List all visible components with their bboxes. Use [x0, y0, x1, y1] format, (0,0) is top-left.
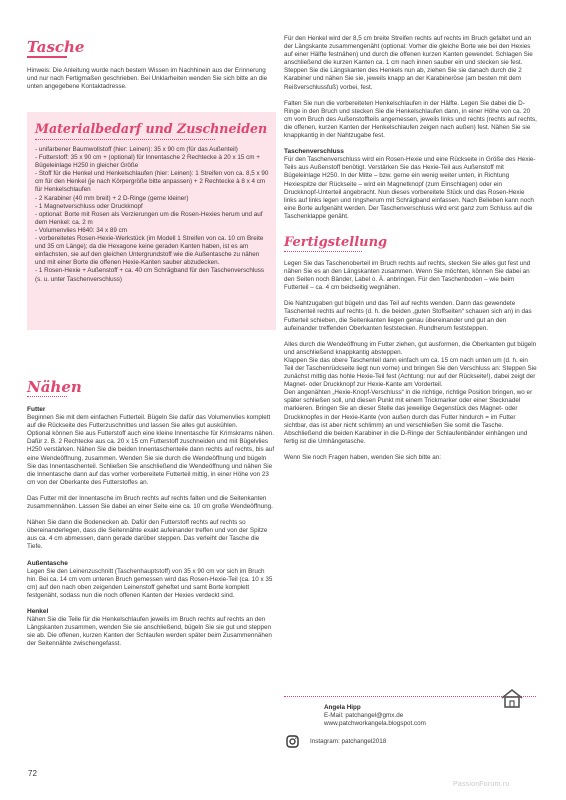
paragraph: Das Futter mit der Innentasche im Bruch rechts auf rechts falten und die Seitenkanten zusammennähen. Lassen Sie dabei an einer Seite eine ca. 10 cm große Wendeöffnung. [27, 494, 273, 511]
list-item: - Stoff für die Henkel und Henkelschlaufen (hier: Leinen): 1 Streifen von ca. 8,5 x 90 cm für den Henkel (je nach Körpergröße bitte anpassen) + 2 Rechtecke à 8 x 4 cm für Henkelschlaufen [35, 170, 269, 194]
instagram-handle[interactable]: Instagram: patchangel2018 [310, 738, 387, 745]
subheading-henkel: Henkel [27, 607, 49, 615]
paragraph: Klappen Sie das obere Taschenteil dann einfach um ca. 15 cm nach unten um (d. h. ein Teil der Taschenrückseite liegt nun vorne) und bringen Sie den Verschluss an: Steppen Sie zunächst mittig das hohle Hexie-Teil fest (Achtung: nur auf der Rückseite!), dabei zeigt der Magnet- oder Druckknopf zur Hexie-Kante am Vorderteil. [284, 356, 537, 389]
page-number: 72 [28, 769, 37, 778]
subheading-aussentasche: Außentasche [27, 559, 68, 567]
paragraph: Optional können Sie aus Futterstoff auch eine kleine Innentasche für Krimskrams nähen. Dafür z. B. 2 Rechtecke aus ca. 20 x 15 cm Futterstoff zuschneiden und mit Bügelvlies H250 verstärken. Nähen Sie die beiden Innentaschenteile dann rechts auf rechts, bis auf eine Wendeöffnung, zusammen. Wenden Sie sie durch die Wendeöffnung und bügeln Sie das Innentaschenteil. Schließen Sie anschließend die Wendeöffnung und nähen Sie die Innentasche dann auf das vorher vorbereitete Futterteil mittig, in einer Höhe von 23 cm von der Oberkante des Futterstoffes an. [27, 430, 275, 486]
title-underline [27, 56, 67, 58]
title-dots [35, 139, 215, 140]
contact-name: Angela Hipp [324, 704, 361, 711]
paragraph: Nähen Sie die Teile für die Henkelschlaufen jeweils im Bruch rechts auf rechts an den Längskanten zusammen, wenden Sie sie anschließend, bügeln Sie sie gut und steppen sie ab. Die offenen, kurzen Kanten der Schlaufen werden später beim Zusammennähen der Seitennähte zwischengefasst. [27, 616, 272, 648]
list-item: - optional: Borte mit Rosen als Verzierungen um die Rosen-Hexies herum und auf dem Henkel: ca. 2 m [35, 210, 263, 226]
intro-block [27, 67, 276, 91]
right-column [284, 35, 537, 462]
subheading-taschenverschluss: Taschenverschluss [284, 148, 344, 156]
hint-text: Hinweis: Die Anleitung wurde nach bestem Wissen im Nachhinein aus der Erinnerung und nur nach Fertigmaßen geschrieben. Bei Unklarheiten wenden Sie sich bitte an die unten angegebene Kontaktadresse. [27, 67, 268, 91]
contact-email[interactable]: E-Mail: patchangel@gmx.de [324, 712, 404, 720]
list-item: - 2 Karabiner (40 mm breit) + 2 D-Ringe (gerne kleiner) [35, 194, 189, 202]
paragraph: Nähen Sie dann die Bodenecken ab. Dafür den Futterstoff rechts auf rechts so übereinanderlegen, dass die Seitennähte exakt aufeinander treffen und von der Spitze aus ca. 4 cm abmessen, dann gerade darüber steppen. Das verleiht der Tasche die Tiefe. [27, 519, 268, 551]
contact-divider [284, 696, 536, 697]
paragraph: Für den Henkel wird der 8,5 cm breite Streifen rechts auf rechts im Bruch gefaltet und an der Längskante zusammengenäht (optional: Vorher die gleiche Borte wie bei den Hexies auf einer Hälfte festnähen) und durch die offenen kurzen Kanten gewendet. Schlagen Sie anschließend die kurzen Kanten ca. 1 cm nach innen sauber ein und stecken sie fest. Steppen Sie die Längskanten des Henkels nun ab, ziehen Sie sie danach durch die 2 Karabiner und nähen Sie sie, jeweils knapp an der Karabineröse (am besten mit dem Reißverschlussfuß) vorbei, fest. [284, 35, 533, 91]
title-dots [27, 396, 67, 397]
paragraph: Für den Taschenverschluss wird ein Rosen-Hexie und eine Rückseite in Größe des Hexie-Teils aus Außenstoff benötigt. Verstärken Sie das Hexie-Teil aus Außenstoff mit Bügeleinlage H250. In der Mitte – bzw. gerne ein wenig weiter unten, in Richtung Hexiespitze der Rückseite – wird ein Magnetknopf (zum Einschlagen) oder ein Druckknopf-Unterteil angebracht. Nun dieses vorbereitete Stück und das Rosen-Hexie links auf links legen und ringsherum mit Schrägband einfassen. Nach Belieben kann noch eine Borte aufgenäht werden. Der Taschenverschluss wird erst ganz zum Schluss auf die Taschenklappe genäht. [284, 156, 536, 220]
section-title-tasche: Tasche [27, 38, 85, 56]
list-item: - unifarbener Baumwollstoff (hier: Leinen): 35 x 90 cm (für das Außenteil) [35, 146, 238, 153]
list-item: - Futterstoff: 35 x 90 cm + (optional) für Innentasche 2 Rechtecke à 20 x 15 cm + Bügeleinlage H250 in gleicher Größe [35, 154, 260, 170]
list-item: - vorbereitetes Rosen-Hexie-Werkstück (im Modell 1 Streifen von ca. 10 cm Breite und 35 cm Länge); da die Hexagone keine geraden Kanten haben, ist es am einfachsten, sie auf den gleichen Untergrundstoff wie die Außentasche zu nähen und mit einer Borte die offenen Hexie-Kanten sauber abzudecken. [35, 235, 264, 267]
paragraph: Die Nahtzugaben gut bügeln und das Teil auf rechts wenden. Dann das gewendete Taschenteil rechts auf rechts (d. h. die beiden „guten Stoffseiten“ schauen sich an) in das Futterteil schieben, die Seitenkanten liegen genau übereinander und gut an den aufeinander treffenden Oberkanten feststecken. Rundherum feststeppen. [284, 300, 532, 332]
paragraph: Beginnen Sie mit dem einfachen Futterteil. Bügeln Sie dafür das Volumenvlies komplett auf die Rückseite des Futterzuschnittes und lassen Sie alles gut auskühlen. [27, 414, 271, 430]
paragraph: Den angenähten „Hexie-Knopf-Verschluss“ in die richtige, richtige Position bringen, wo er später schließen soll, und diesen Punkt mit einem Trickmarker oder einer Stecknadel markieren. Bringen Sie an dieser Stelle das jeweilige Gegenstück des Magnet- oder Druckknopfes in der Hexie-Kante (von außen durch das Futter hindurch = im Futter sichtbar, das ist aber nicht schlimm) an und verschließen Sie somit die Tasche. Abschließend die beiden Karabiner in die D-Ringe der Schlaufenbänder einhängen und fertig ist die Umhängetasche. [284, 389, 533, 445]
section-title-fertigstellung: Fertigstellung [284, 234, 388, 250]
paragraph: Legen Sie das Taschenoberteil im Bruch rechts auf rechts, stecken Sie alles gut fest und nähen Sie es an den Längskanten zusammen. Wenn Sie möchten, können Sie dabei an den Seiten noch Bänder, Label o. Ä. anbringen. Für den Taschenboden – wie beim Futterteil – ca. 4 cm beidseitig wegnähen. [284, 259, 531, 292]
list-item: - 1 Magnetverschluss oder Druckknopf [35, 202, 143, 210]
paragraph: Legen Sie den Leinenzuschnitt (Taschenhauptstoff) von 35 x 90 cm vor sich im Bruch hin. Bei ca. 14 cm vom unteren Bruch gemessen wird das Rosen-Hexie-Teil (ca. 10 x 35 cm) auf den nach oben zeigenden Leinenstoff geheftet und samt Borte komplett festgenäht, sodass nun die noch offenen Kanten der Hexies verdeckt sind. [27, 567, 273, 599]
material-list [35, 146, 271, 284]
material-box [27, 112, 276, 330]
instagram-icon [286, 735, 299, 748]
list-item: - Volumenvlies H640: 34 x 89 cm [35, 226, 128, 234]
naehen-column [27, 406, 276, 648]
watermark: PassionForum.ru [453, 781, 510, 788]
list-item: - 1 Rosen-Hexie + Außenstoff + ca. 40 cm Schrägband für den Taschenverschluss (s. u. unter Taschenverschluss) [35, 267, 265, 283]
contact-website[interactable]: www.patchworkangela.blogspot.com [324, 720, 426, 728]
subheading-futter: Futter [27, 406, 46, 413]
material-title: Materialbedarf und Zuschneiden [35, 121, 268, 136]
paragraph: Wenn Sie noch Fragen haben, wenden Sie sich bitte an: [284, 453, 442, 461]
paragraph: Falten Sie nun die vorbereiteten Henkelschlaufen in der Hälfte. Legen Sie dabei die D-Ringe in den Bruch und stecken Sie die Henkelschlaufen dann, in einer Höhe von ca. 20 cm vom Bruch des Außenstoffteils angemessen, jeweils links und rechts (rechts auf rechts, die offenen, kurzen Kanten der Henkelschlaufen zeigen nach außen) fest. Nähen Sie sie knappkantig in der Nahtzugabe fest. [284, 99, 537, 140]
section-title-naehen: Nähen [27, 378, 82, 396]
paragraph: Alles durch die Wendeöffnung im Futter ziehen, gut ausformen, die Oberkanten gut bügeln und anschließend knappkantig absteppen. [284, 340, 537, 356]
title-dots [284, 251, 362, 252]
